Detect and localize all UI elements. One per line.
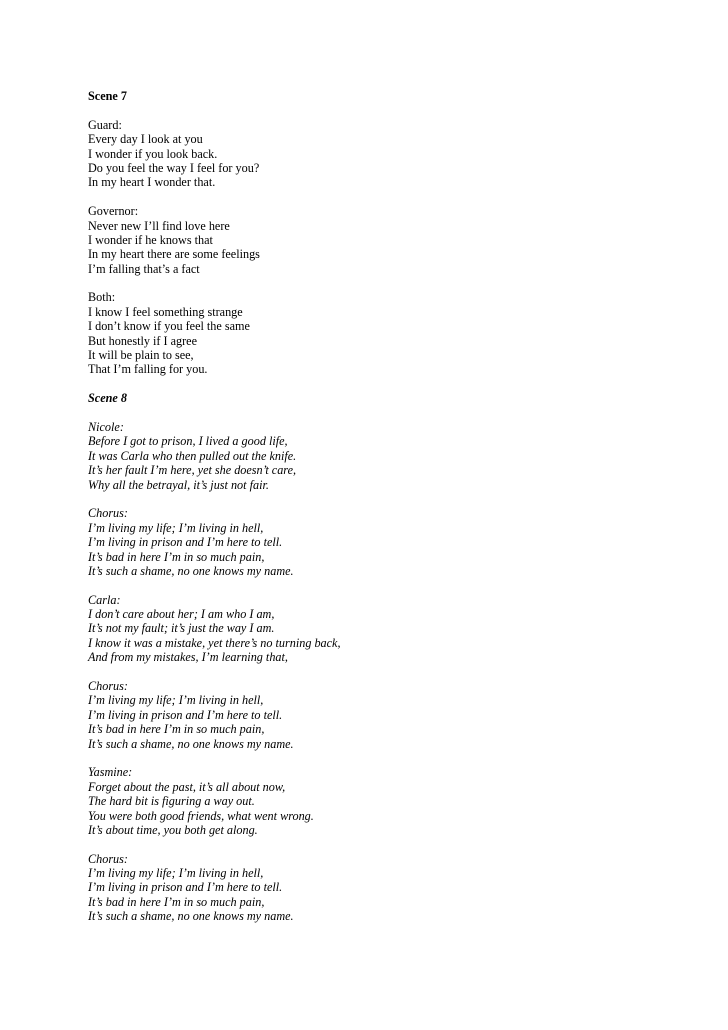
spacer (88, 276, 688, 290)
chorus-verse-2 (88, 679, 688, 751)
lyric-line: It’s bad in here I’m in so much pain, (88, 894, 265, 909)
governor-verse (88, 204, 688, 276)
carla-verse (88, 593, 688, 665)
speaker-governor: Governor: (88, 204, 139, 219)
lyric-line: Every day I look at you (88, 132, 203, 147)
lyric-line: It’s such a shame, no one knows my name. (88, 909, 294, 924)
nicole-verse (88, 420, 688, 492)
lyric-line: Never new I’ll find love here (88, 218, 230, 233)
lyric-line: I’m living in prison and I’m here to tell. (88, 707, 283, 722)
lyric-line: It’s not my fault; it’s just the way I am. (88, 621, 275, 636)
lyric-line: It’s bad in here I’m in so much pain, (88, 722, 265, 737)
speaker-both: Both: (88, 290, 116, 305)
lyric-line: I’m living in prison and I’m here to tell. (88, 880, 283, 895)
document-page (88, 89, 688, 924)
lyric-line: It’s about time, you both get along. (88, 822, 258, 837)
spacer (88, 377, 688, 391)
lyric-line: In my heart there are some feelings (88, 247, 260, 262)
lyric-line: Before I got to prison, I lived a good life, (88, 434, 288, 449)
lyric-line: It’s such a shame, no one knows my name. (88, 563, 294, 578)
lyric-line: Do you feel the way I feel for you? (88, 160, 260, 175)
lyric-line: It will be plain to see, (88, 348, 194, 363)
scene-7-title: Scene 7 (88, 89, 127, 103)
lyric-line: I know it was a mistake, yet there’s no turning back, (88, 635, 341, 650)
spacer (88, 665, 688, 679)
speaker-guard: Guard: (88, 117, 122, 132)
lyric-line: That I’m falling for you. (88, 362, 208, 377)
speaker-nicole: Nicole: (88, 419, 124, 434)
spacer (88, 103, 688, 117)
spacer (88, 492, 688, 506)
lyric-line: Forget about the past, it’s all about now, (88, 779, 286, 794)
speaker-yasmine: Yasmine: (88, 765, 133, 780)
lyric-line: The hard bit is figuring a way out. (88, 794, 255, 809)
speaker-chorus: Chorus: (88, 506, 128, 521)
lyric-line: I wonder if he knows that (88, 232, 213, 247)
spacer (88, 190, 688, 204)
lyric-line: And from my mistakes, I’m learning that, (88, 650, 288, 665)
both-verse (88, 290, 688, 376)
lyric-line: I’m living my life; I’m living in hell, (88, 866, 264, 881)
lyric-line: I don’t know if you feel the same (88, 319, 250, 334)
spacer (88, 837, 688, 851)
chorus-verse-1 (88, 506, 688, 578)
spacer (88, 751, 688, 765)
speaker-chorus: Chorus: (88, 851, 128, 866)
lyric-line: It’s her fault I’m here, yet she doesn’t care, (88, 463, 297, 478)
lyric-line: It’s such a shame, no one knows my name. (88, 736, 294, 751)
speaker-chorus: Chorus: (88, 679, 128, 694)
lyric-line: Why all the betrayal, it’s just not fair. (88, 477, 269, 492)
lyric-line: I know I feel something strange (88, 304, 243, 319)
lyric-line: It was Carla who then pulled out the knife. (88, 448, 297, 463)
guard-verse (88, 118, 688, 190)
lyric-line: You were both good friends, what went wrong. (88, 808, 314, 823)
spacer (88, 578, 688, 592)
speaker-carla: Carla: (88, 592, 121, 607)
scene-8-title: Scene 8 (88, 391, 127, 406)
lyric-line: I don’t care about her; I am who I am, (88, 607, 275, 622)
chorus-verse-3 (88, 852, 688, 924)
lyric-line: I’m living my life; I’m living in hell, (88, 693, 264, 708)
lyric-line: I wonder if you look back. (88, 146, 218, 161)
lyric-line: In my heart I wonder that. (88, 175, 216, 190)
lyric-line: I’m living in prison and I’m here to tell. (88, 535, 283, 550)
lyric-line: It’s bad in here I’m in so much pain, (88, 549, 265, 564)
lyric-line: I’m living my life; I’m living in hell, (88, 520, 264, 535)
lyric-line: I’m falling that’s a fact (88, 261, 200, 276)
yasmine-verse (88, 765, 688, 837)
lyric-line: But honestly if I agree (88, 333, 197, 348)
spacer (88, 406, 688, 420)
